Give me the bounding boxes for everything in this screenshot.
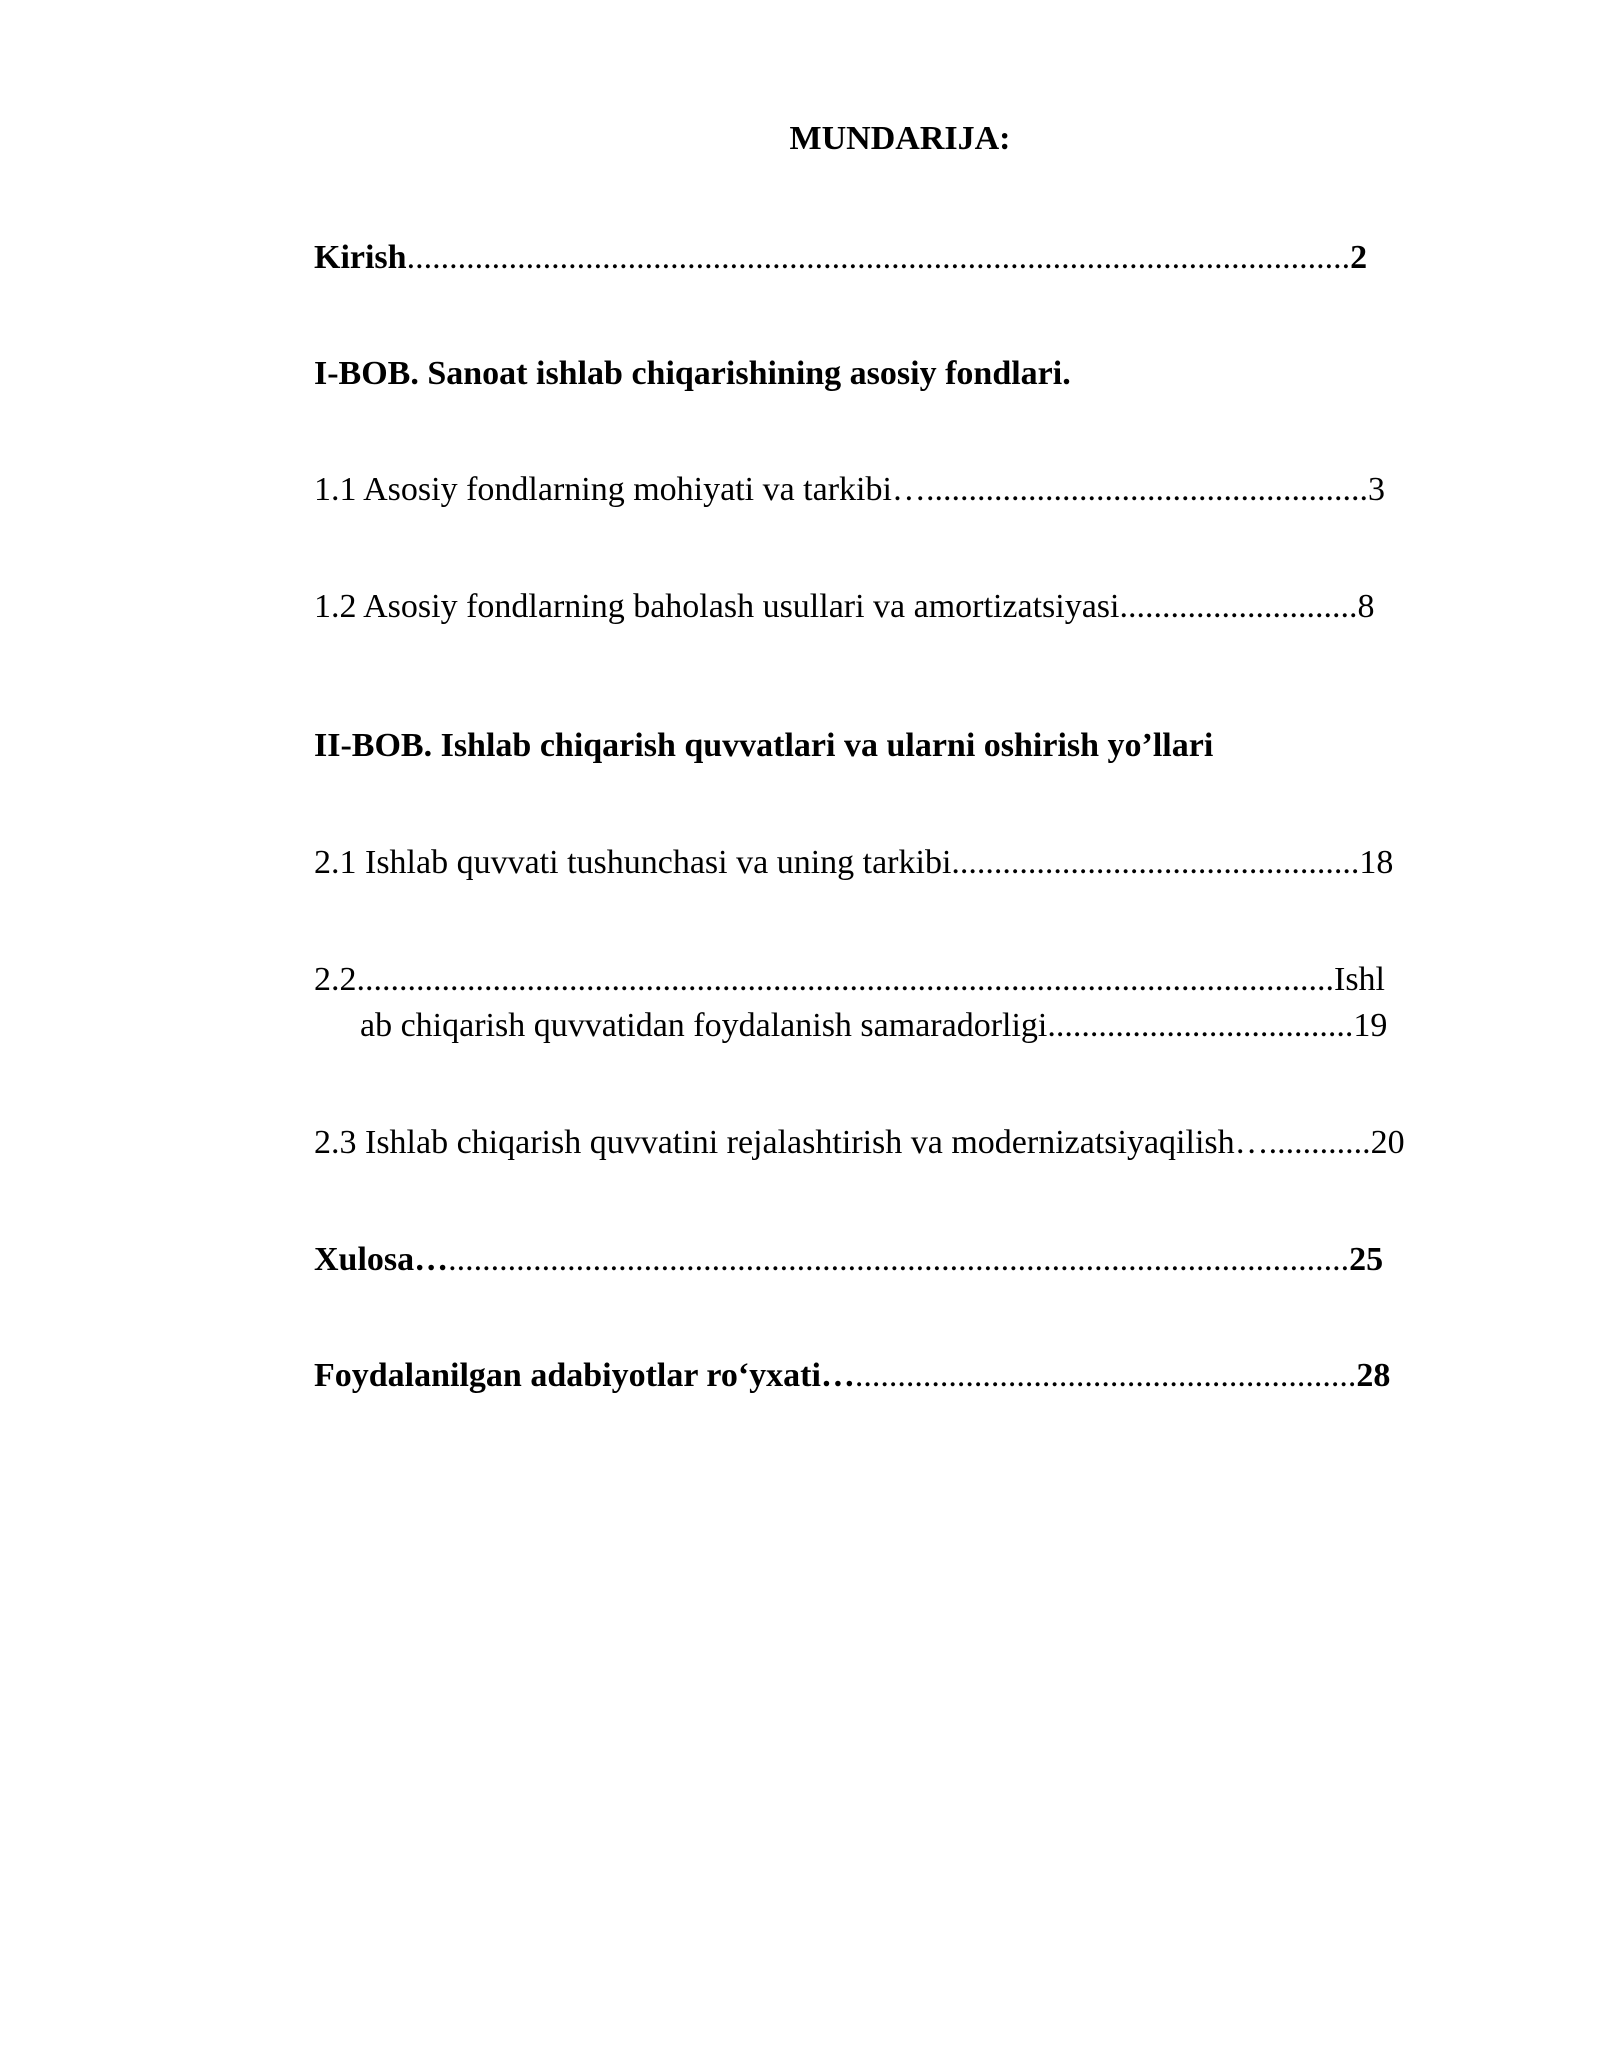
toc-entry-leader: ............................ xyxy=(1119,588,1358,625)
toc-entry-label: 2.3 Ishlab chiqarish quvvatini rejalashtirish va modernizatsiyaqilish… xyxy=(314,1124,1269,1161)
toc-entry-2-1 xyxy=(314,843,1393,883)
toc-entry-leader: ................................................................................................................... xyxy=(356,961,1334,998)
toc-entry-2-3 xyxy=(314,1123,1405,1163)
toc-entry-page: 25 xyxy=(1349,1241,1384,1278)
toc-entry-page: 3 xyxy=(1367,471,1385,508)
toc-entry-leader: .................................................... xyxy=(925,471,1368,508)
toc-chapter-1-heading: I-BOB. Sanoat ishlab chiqarishining asosiy fondlari. xyxy=(314,355,1071,392)
toc-entry-label: Kirish xyxy=(314,239,407,276)
toc-entry-leader: ................................................ xyxy=(951,844,1360,881)
toc-entry-wrapped-text: Ishl xyxy=(1334,961,1385,998)
toc-entry-label: 1.2 Asosiy fondlarning baholash usullari va amortizatsiyasi xyxy=(314,588,1120,625)
toc-entry-label: 2.1 Ishlab quvvati tushunchasi va uning tarkibi xyxy=(314,844,952,881)
toc-entry-page: 18 xyxy=(1359,844,1394,881)
toc-entry-leader: ............ xyxy=(1268,1124,1371,1161)
toc-entry-page: 20 xyxy=(1370,1124,1405,1161)
toc-entry-leader: .................................... xyxy=(1047,1007,1354,1044)
toc-entry-references xyxy=(314,1356,1390,1396)
toc-entry-label: Xulosa… xyxy=(314,1241,449,1278)
toc-title: MUNDARIJA: xyxy=(789,120,1011,157)
toc-entry-2-2 xyxy=(314,960,1385,1000)
toc-entry-leader: ........................................................... xyxy=(854,1357,1357,1394)
toc-entry-label: ab chiqarish quvvatidan foydalanish samaradorligi xyxy=(360,1007,1048,1044)
toc-chapter-2-heading: II-BOB. Ishlab chiqarish quvvatlari va ularni oshirish yo’llari xyxy=(314,727,1214,764)
toc-entry-page: 19 xyxy=(1353,1007,1388,1044)
toc-entry-1-2 xyxy=(314,587,1374,627)
toc-entry-label: 2.2 xyxy=(314,961,357,998)
toc-entry-label: Foydalanilgan adabiyotlar ro‘yxati… xyxy=(314,1357,855,1394)
toc-entry-kirish xyxy=(314,238,1367,278)
toc-entry-xulosa xyxy=(314,1240,1383,1280)
toc-entry-page: 2 xyxy=(1350,239,1368,276)
toc-entry-page: 8 xyxy=(1357,588,1375,625)
toc-entry-2-2-continuation xyxy=(360,1006,1387,1046)
toc-entry-leader: .......................................................................................................... xyxy=(448,1241,1350,1278)
toc-entry-label: 1.1 Asosiy fondlarning mohiyati va tarkibi… xyxy=(314,471,926,508)
toc-entry-leader: ............................................................................................................... xyxy=(406,239,1351,276)
toc-entry-page: 28 xyxy=(1356,1357,1391,1394)
toc-entry-1-1 xyxy=(314,470,1385,510)
